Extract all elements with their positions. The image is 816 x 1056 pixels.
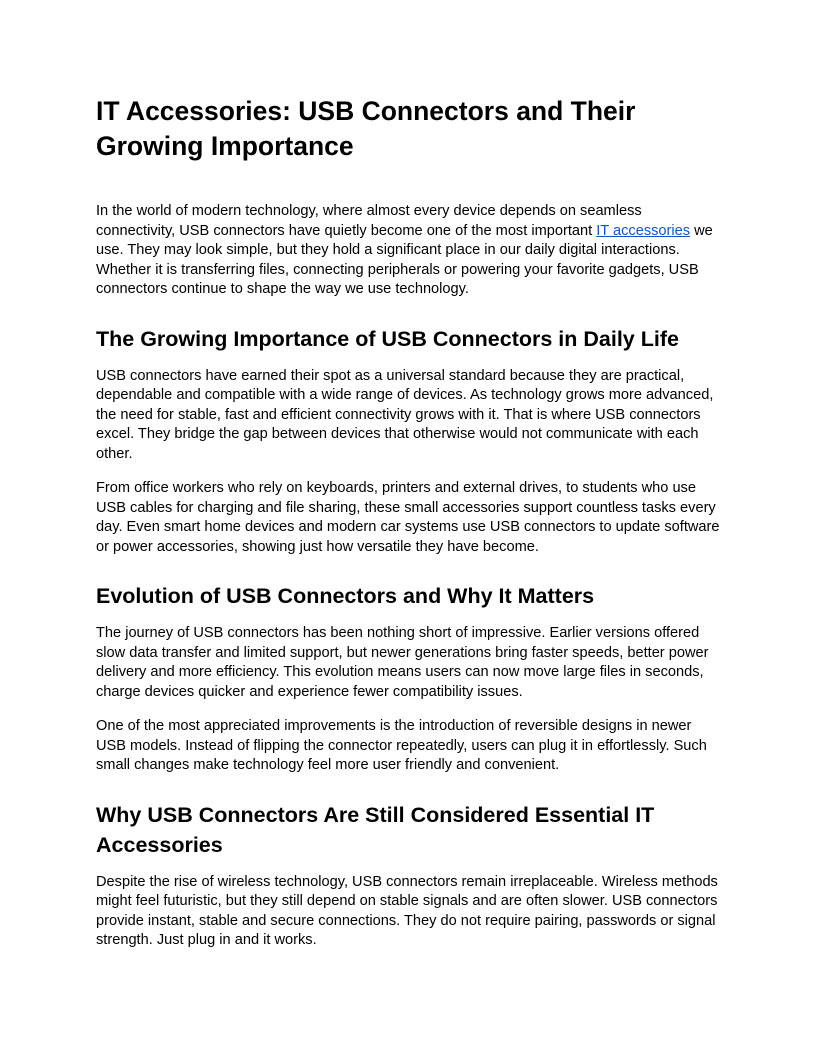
section-heading-daily-life: The Growing Importance of USB Connectors in Daily Life: [96, 326, 679, 351]
section-heading-essential-accessories: Why USB Connectors Are Still Considered Essential IT Accessories: [96, 802, 655, 857]
section-paragraph: One of the most appreciated improvements is the introduction of reversible designs in newer USB models. Instead of flipping the connector repeatedly, users can plug it in effortlessly. Such small changes make technology feel more user friendly and convenient.: [96, 718, 707, 773]
section-heading-evolution: Evolution of USB Connectors and Why It Matters: [96, 584, 595, 608]
it-accessories-link[interactable]: IT accessories: [596, 222, 691, 239]
intro-paragraph: [96, 202, 722, 300]
document-title: IT Accessories: USB Connectors and Their Growing Importance: [96, 96, 636, 161]
section-paragraph: Despite the rise of wireless technology, USB connectors remain irreplaceable. Wireless methods might feel futuristic, but they still depend on stable signals and are often slower. USB connectors provide instant, stable and secure connections. They do not require pairing, passwords or signal strength. Just plug in and it works.: [96, 873, 718, 948]
document-page: [96, 94, 722, 966]
intro-text-before-link: In the world of modern technology, where almost every device depends on seamless connectivity, USB connectors have quietly become one of the most important: [96, 203, 642, 239]
section-paragraph: The journey of USB connectors has been nothing short of impressive. Earlier versions offered slow data transfer and limited support, but newer generations bring faster speeds, better power delivery and more efficiency. This evolution means users can now move large files in seconds, charge devices quicker and experience fewer compatibility issues.: [96, 625, 709, 700]
section-paragraph: USB connectors have earned their spot as a universal standard because they are practical, dependable and compatible with a wide range of devices. As technology grows more advanced, the need for stable, fast and efficient connectivity grows with it. That is where USB connectors excel. They bridge the gap between devices that otherwise would not communicate with each other.: [96, 367, 714, 462]
intro-text-after-link: we use. They may look simple, but they hold a significant place in our daily digital interactions. Whether it is transferring files, connecting peripherals or powering your favorite gadgets, USB connectors continue to shape the way we use technology.: [96, 222, 713, 297]
section-paragraph: From office workers who rely on keyboards, printers and external drives, to students who use USB cables for charging and file sharing, these small accessories support countless tasks every day. Even smart home devices and modern car systems use USB connectors to update software or power accessories, showing just how versatile they have become.: [96, 480, 720, 555]
